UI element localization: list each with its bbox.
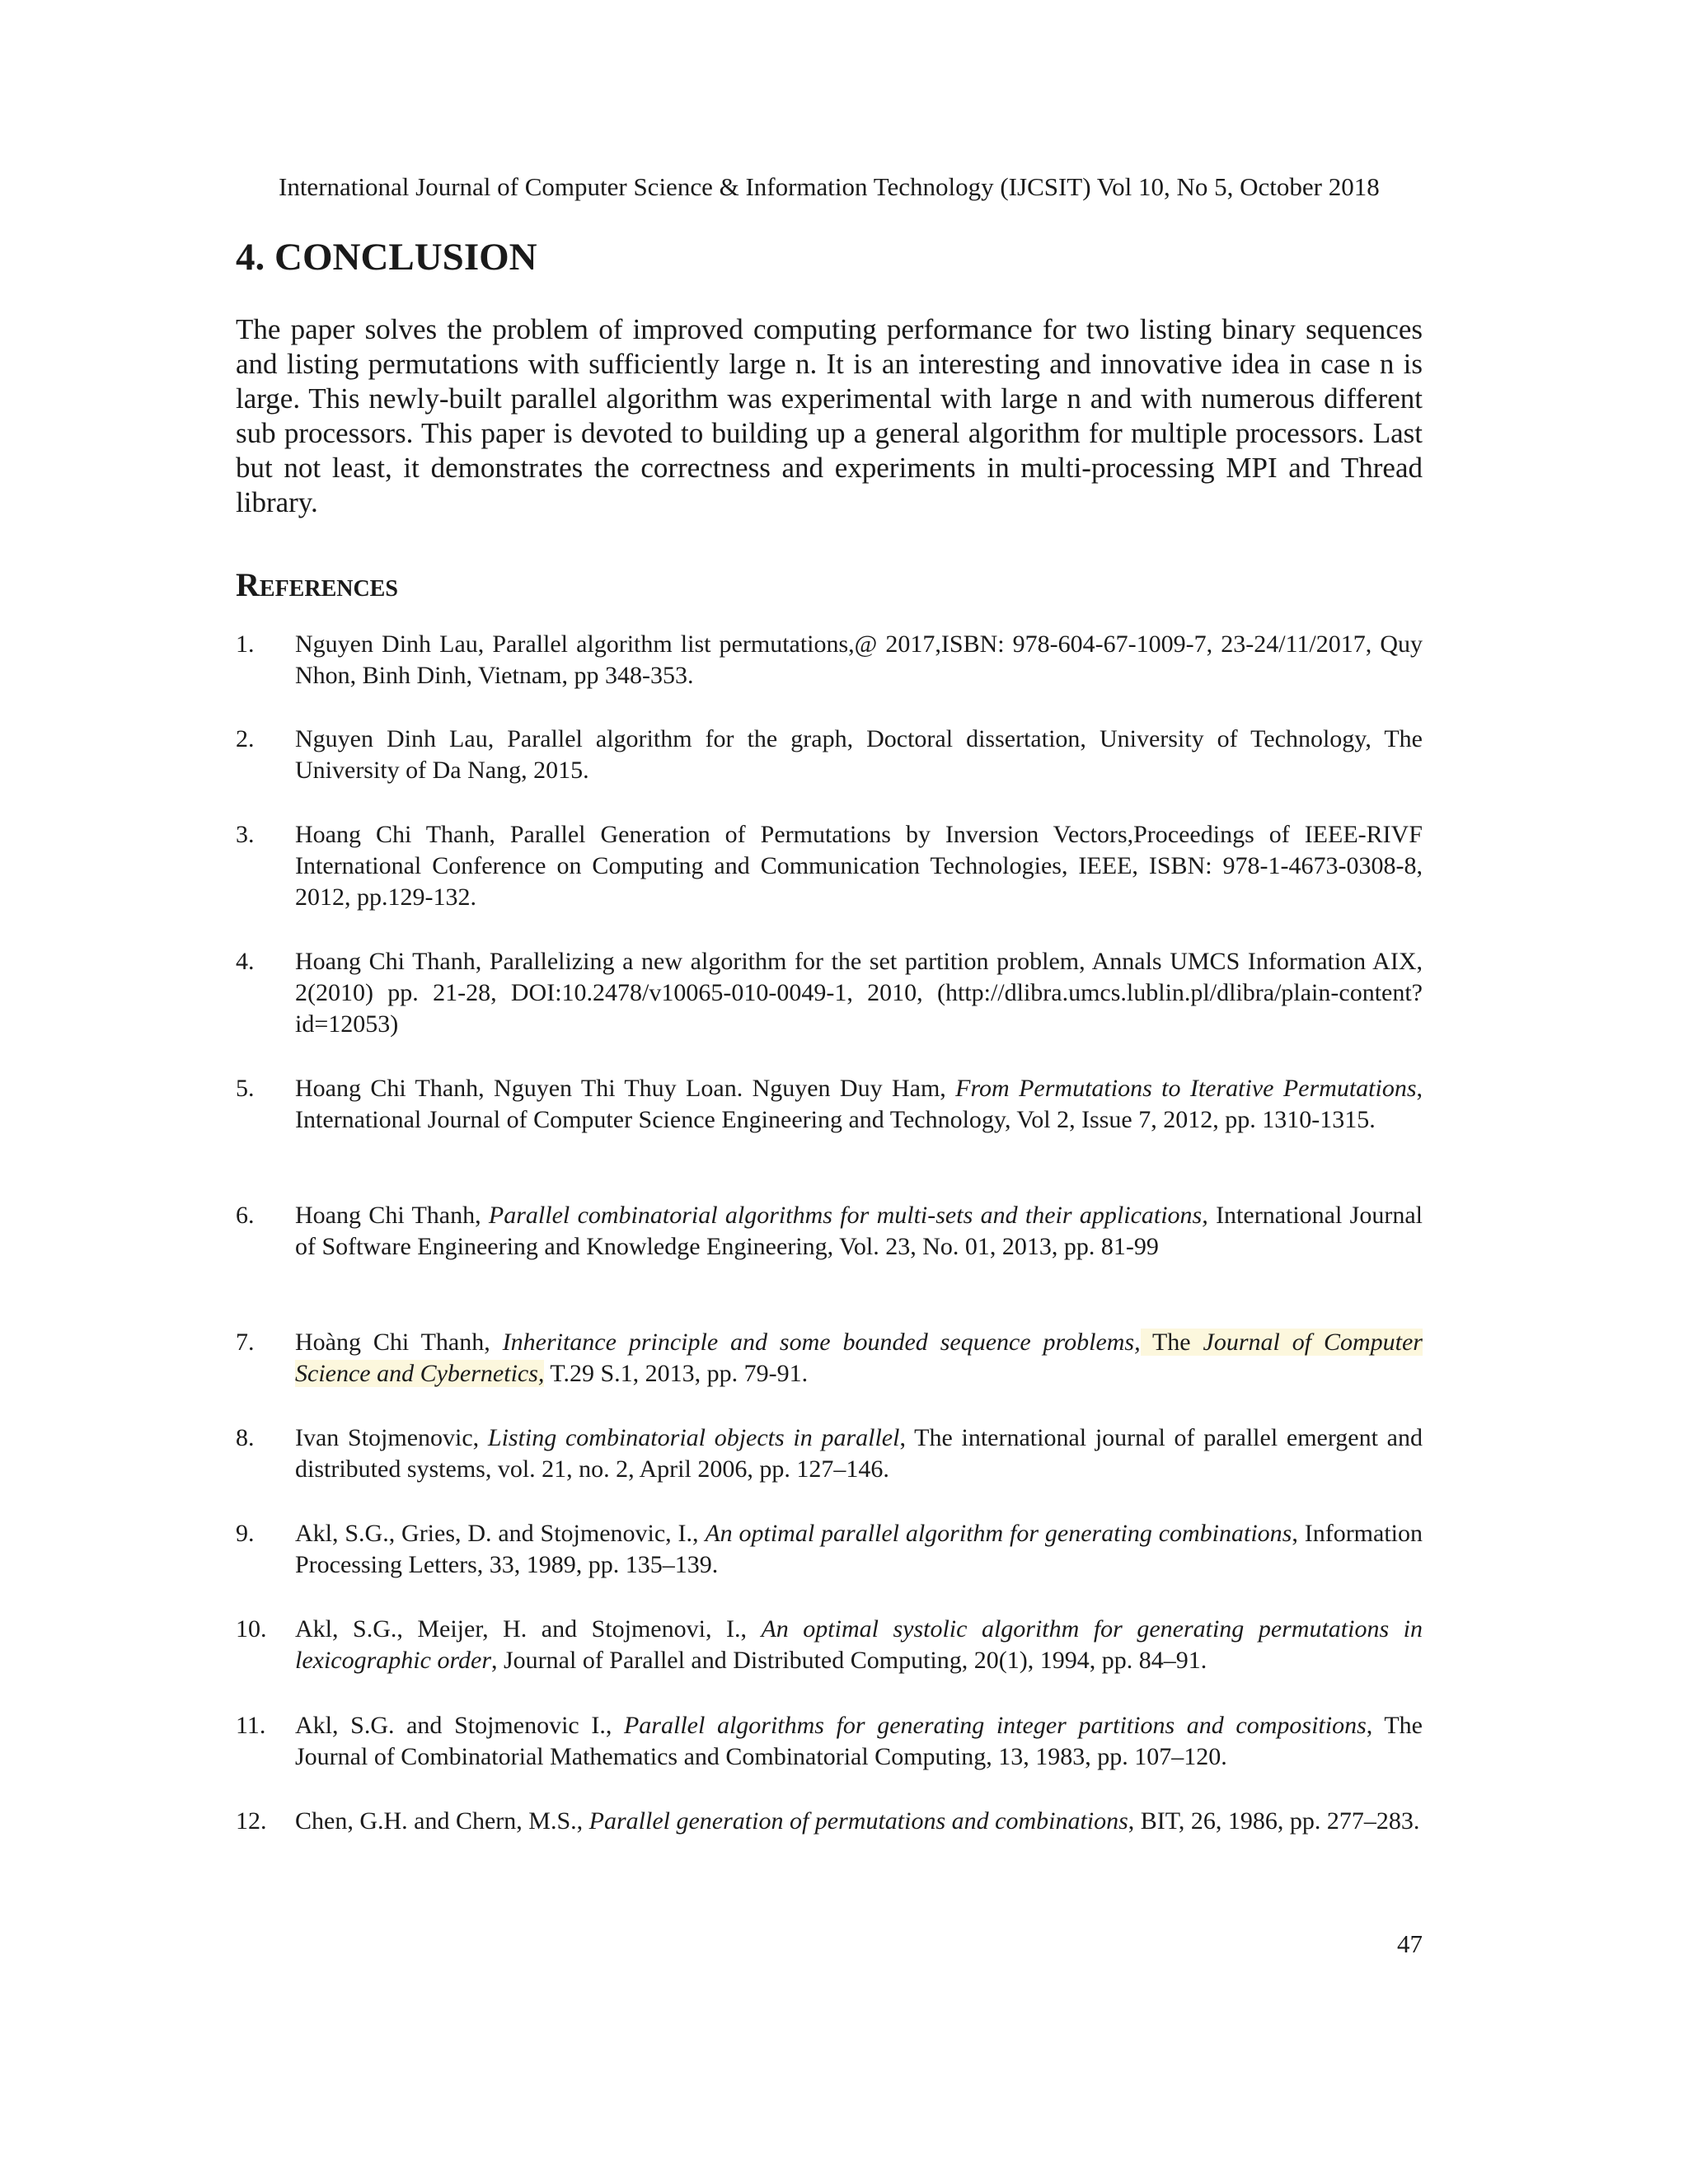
reference-journal: Journal of Computer Science and Cybernetics, (295, 1329, 1423, 1387)
reference-number: 4. (236, 948, 255, 975)
reference-authors: Hoang Chi Thanh, (295, 1202, 489, 1229)
reference-title: Listing combinatorial objects in parallel (487, 1424, 900, 1451)
references-heading: References (236, 566, 398, 603)
reference-item (236, 1200, 1423, 1263)
reference-item (236, 1614, 1423, 1676)
reference-number: 11. (236, 1712, 266, 1739)
reference-item (236, 946, 1423, 1040)
reference-text (295, 1614, 1423, 1676)
reference-item (236, 1422, 1423, 1485)
reference-text (295, 1518, 1423, 1581)
reference-source: , International Journal of Computer Science Engineering and Technology, Vol 2, Issue 7, 2012, pp. 1310-1315. (295, 1075, 1423, 1133)
reference-number: 3. (236, 821, 255, 848)
reference-item (236, 1806, 1423, 1837)
reference-authors: Akl, S.G., Meijer, H. and Stojmenovi, I., (295, 1615, 762, 1643)
reference-authors: Ivan Stojmenovic, (295, 1424, 488, 1451)
reference-item (236, 819, 1423, 913)
reference-number: 8. (236, 1424, 255, 1451)
reference-title: Parallel combinatorial algorithms for multi-sets and their applications, (488, 1202, 1208, 1229)
reference-number: 1. (236, 630, 255, 658)
reference-source: , Information Processing Letters, 33, 1989, pp. 135–139. (295, 1520, 1423, 1578)
reference-item (236, 1073, 1423, 1136)
reference-text: Nguyen Dinh Lau, Parallel algorithm for the graph, Doctoral dissertation, University of Technology, The University of Da Nang, 2015. (295, 725, 1423, 784)
reference-number: 10. (236, 1615, 267, 1643)
reference-text (295, 1327, 1423, 1390)
reference-title: From Permutations to Iterative Permutations (955, 1075, 1417, 1102)
reference-item (236, 1518, 1423, 1581)
reference-number: 7. (236, 1329, 255, 1356)
reference-number: 5. (236, 1075, 255, 1102)
reference-authors: Akl, S.G., Gries, D. and Stojmenovic, I., (295, 1520, 706, 1547)
reference-number: 6. (236, 1202, 255, 1229)
reference-authors: Akl, S.G. and Stojmenovic I., (295, 1712, 624, 1739)
reference-text (295, 1710, 1423, 1773)
reference-source: , BIT, 26, 1986, pp. 277–283. (1128, 1807, 1420, 1835)
reference-text: Nguyen Dinh Lau, Parallel algorithm list permutations,@ 2017,ISBN: 978-604-67-1009-7, 23-24/11/2017, Quy Nhon, Binh Dinh, Vietnam, pp 348-353. (295, 630, 1423, 689)
reference-source: , The international journal of parallel emergent and distributed systems, vol. 21, no. 2, April 2006, pp. 127–146. (295, 1424, 1423, 1483)
reference-source: , Journal of Parallel and Distributed Computing, 20(1), 1994, pp. 84–91. (491, 1647, 1207, 1674)
reference-source: , The Journal of Combinatorial Mathematics and Combinatorial Computing, 13, 1983, pp. 107–120. (295, 1712, 1423, 1770)
running-header: International Journal of Computer Science & Information Technology (IJCSIT) Vol 10, No 5, October 2018 (279, 172, 1380, 201)
reference-title: Parallel generation of permutations and combinations (588, 1807, 1128, 1835)
reference-title: An optimal systolic algorithm for generating permutations in lexicographic order (295, 1615, 1423, 1674)
reference-item (236, 1710, 1423, 1773)
reference-item (236, 724, 1423, 786)
reference-text (295, 1200, 1423, 1263)
reference-item (236, 1327, 1423, 1390)
reference-number: 12. (236, 1807, 267, 1835)
reference-text: Hoang Chi Thanh, Parallel Generation of Permutations by Inversion Vectors,Proceedings of IEEE-RIVF International Conference on Computing and Communication Technologies, IEEE, ISBN: 978-1-4673-0308-8, 2012, pp.129-132. (295, 821, 1423, 911)
reference-authors: Hoàng Chi Thanh, (295, 1329, 503, 1356)
reference-text (295, 1806, 1423, 1837)
reference-number: 9. (236, 1520, 255, 1547)
page-number: 47 (1397, 1929, 1423, 1958)
reference-source: T.29 S.1, 2013, pp. 79-91. (544, 1360, 809, 1387)
reference-title: Parallel algorithms for generating integer partitions and compositions (623, 1712, 1367, 1739)
reference-text: Hoang Chi Thanh, Parallelizing a new algorithm for the set partition problem, Annals UMCS Information AIX, 2(2010) pp. 21-28, DOI:10.2478/v10065-010-0049-1, 2010, (http://dlibra.umcs.lublin.pl/dlibra/plain-content?id=12053) (295, 948, 1423, 1038)
reference-authors: Chen, G.H. and Chern, M.S., (295, 1807, 589, 1835)
conclusion-paragraph: The paper solves the problem of improved computing performance for two listing binary sequences and listing permutations with sufficiently large n. It is an interesting and innovative idea in case n is large. This newly-built parallel algorithm was experimental with large n and with numerous different sub processors. This paper is devoted to building up a general algorithm for multiple processors. Last but not least, it demonstrates the correctness and experiments in multi-processing MPI and Thread library. (236, 313, 1423, 518)
reference-authors: Hoang Chi Thanh, Nguyen Thi Thuy Loan. Nguyen Duy Ham, (295, 1075, 956, 1102)
reference-source: International Journal of Software Engineering and Knowledge Engineering, Vol. 23, No. 01, 2013, pp. 81-99 (295, 1202, 1423, 1260)
reference-title: An optimal parallel algorithm for generating combinations (705, 1520, 1292, 1547)
reference-text (295, 1073, 1423, 1136)
reference-highlight: The Journal of Computer Science and Cybernetics, (295, 1329, 1423, 1387)
section-title-conclusion: 4. CONCLUSION (236, 236, 537, 279)
reference-number: 2. (236, 725, 255, 752)
reference-item (236, 629, 1423, 691)
reference-title: Inheritance principle and some bounded sequence problems, (502, 1329, 1141, 1356)
reference-text (295, 1422, 1423, 1485)
